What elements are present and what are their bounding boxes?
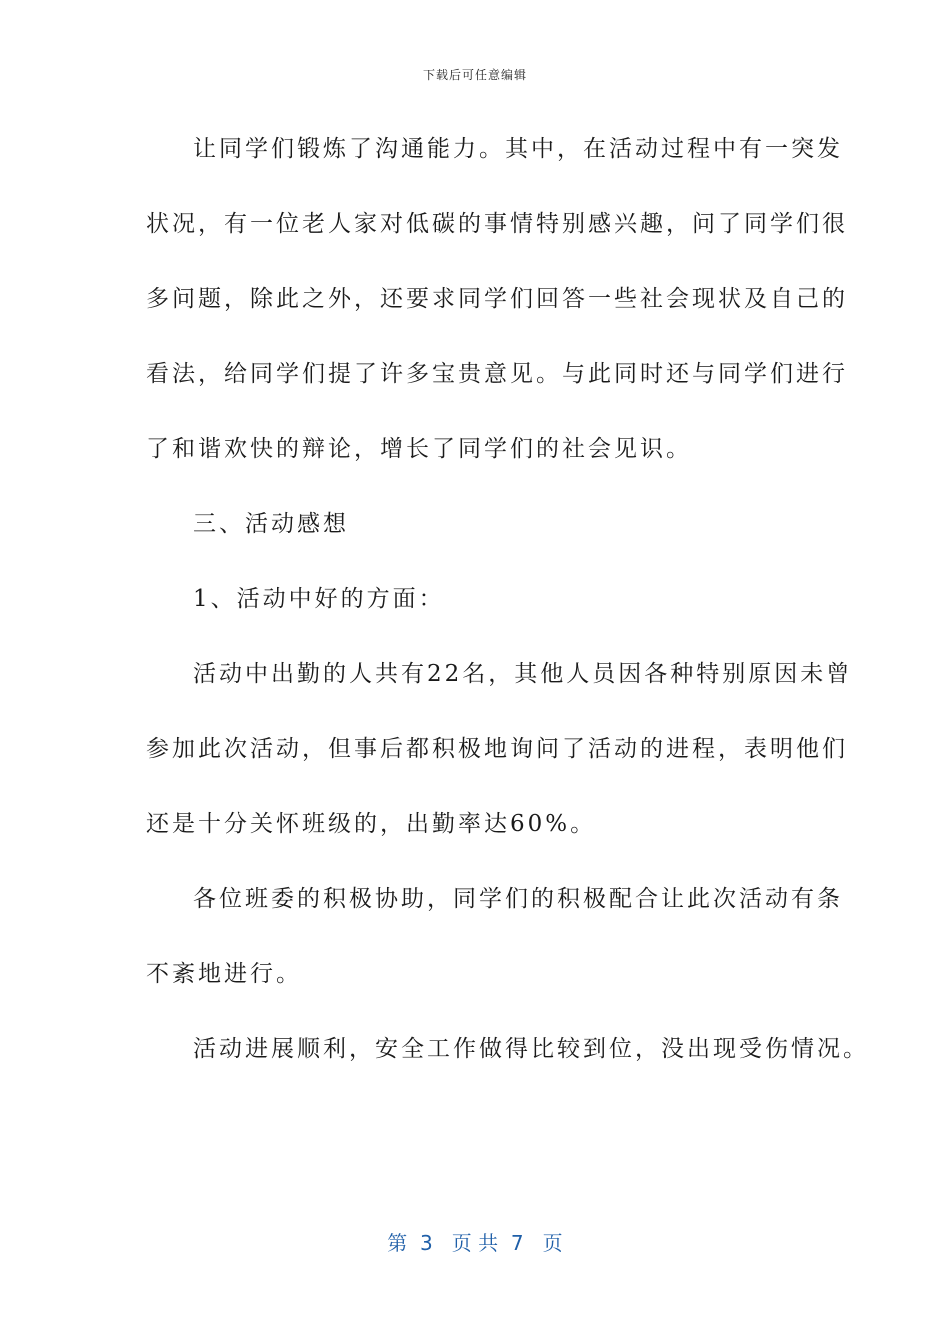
paragraph-line: 了和谐欢快的辩论，增长了同学们的社会见识。 — [146, 436, 692, 462]
paragraph-line: 状况，有一位老人家对低碳的事情特别感兴趣，问了同学们很 — [146, 211, 848, 237]
paragraph-line: 让同学们锻炼了沟通能力。其中，在活动过程中有一突发 — [193, 136, 843, 162]
paragraph-line: 多问题，除此之外，还要求同学们回答一些社会现状及自己的 — [146, 286, 848, 312]
paragraph-line: 看法，给同学们提了许多宝贵意见。与此同时还与同学们进行 — [146, 361, 848, 387]
paragraph-line: 活动进展顺利，安全工作做得比较到位，没出现受伤情况。 — [193, 1036, 869, 1062]
paragraph-line: 参加此次活动，但事后都积极地询问了活动的进程，表明他们 — [146, 736, 848, 762]
paragraph-line: 活动中出勤的人共有22名，其他人员因各种特别原因未曾 — [193, 661, 853, 687]
page-number-footer: 第 3 页 共 7 页 — [387, 1231, 563, 1255]
paragraph-line: 不紊地进行。 — [146, 961, 302, 987]
paragraph-line: 各位班委的积极协助，同学们的积极配合让此次活动有条 — [193, 886, 843, 912]
subsection-heading: 1、活动中好的方面： — [193, 586, 445, 612]
page-header: 下载后可任意编辑 — [422, 68, 527, 82]
paragraph-line: 还是十分关怀班级的，出勤率达60%。 — [146, 811, 597, 837]
section-heading: 三、活动感想 — [193, 511, 349, 537]
